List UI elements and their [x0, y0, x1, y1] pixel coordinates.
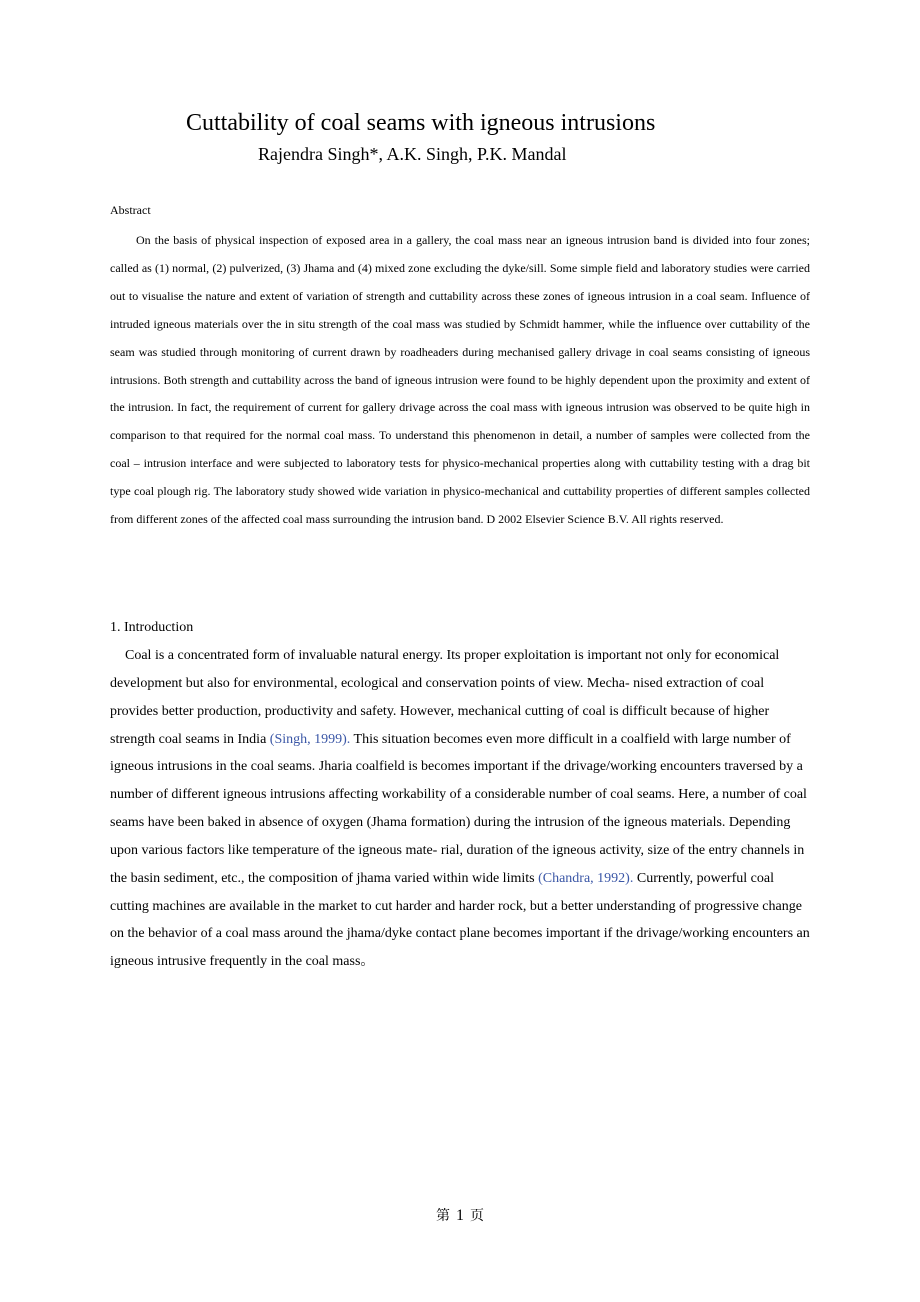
- section-heading-introduction: 1. Introduction: [110, 620, 194, 635]
- page-number: 1: [456, 1207, 464, 1224]
- page-footer: [0, 1206, 920, 1226]
- paper-authors: Rajendra Singh*, A.K. Singh, P.K. Mandal: [258, 144, 567, 164]
- intro-text-3: Currently, powerful coal cutting machines are available in the market to cut harder and harder rock, but a better understanding of progressive change on the behavior of a coal mass around the jhama/dyke contact plane becomes important if the drivage/working encounters an igneous intrusive frequently in the coal mass。: [110, 870, 810, 970]
- abstract-body: [110, 227, 810, 534]
- footer-prefix: 第: [436, 1208, 450, 1224]
- intro-text-1: Coal is a concentrated form of invaluable natural energy. Its proper exploitation is important not only for economical development but also for environmental, ecological and conservation points of view. Mecha- nised extraction of coal provides better production, productivity and safety. However, mechanical cutting of coal is difficult because of higher strength coal seams in India: [110, 648, 780, 747]
- citation-singh-1999[interactable]: (Singh, 1999).: [269, 731, 351, 747]
- citation-chandra-1992[interactable]: (Chandra, 1992).: [538, 870, 634, 886]
- paper-title: Cuttability of coal seams with igneous intrusions: [186, 110, 656, 136]
- footer-suffix: 页: [470, 1208, 484, 1224]
- abstract-text: On the basis of physical inspection of exposed area in a gallery, the coal mass near an igneous intrusion band is divided into four zones; called as (1) normal, (2) pulverized, (3) Jhama and (4) mixed zone excluding the dyke/sill. Some simple field and laboratory studies were carried out to visualise the nature and extent of variation of strength and cuttability across these zones of igneous intrusion in a coal seam. Influence of intruded igneous materials over the in situ strength of the coal mass was studied by Schmidt hammer, while the influence over cuttability of the seam was studied through monitoring of current drawn by roadheaders during mechanised gallery drivage in coal seams consisting of igneous intrusions. Both strength and cuttability across the band of igneous intrusion were found to be highly dependent upon the proximity and extent of the intrusion. In fact, the requirement of current for gallery drivage across the coal mass with igneous intrusion was observed to be quite high in comparison to that required for the normal coal mass. To understand this phenomenon in detail, a number of samples were collected from the coal – intrusion interface and were subjected to laboratory tests for physico-mechanical properties along with cuttability testing with a drag bit type coal plough rig. The laboratory study showed wide variation in physico-mechanical and cuttability properties of different samples collected from different zones of the affected coal mass surrounding the intrusion band. D 2002 Elsevier Science B.V. All rights reserved.: [110, 233, 810, 527]
- abstract-heading: Abstract: [110, 203, 151, 217]
- intro-text-2: This situation becomes even more difficult in a coalfield with large number of igneous intrusions in the coal seams. Jharia coalfield is becomes important if the drivage/working encounters traversed by a number of different igneous intrusions affecting workability of a considerable number of coal seams. Here, a number of coal seams have been baked in absence of oxygen (Jhama formation) during the intrusion of the igneous materials. Depending upon various factors like temperature of the igneous mate- rial, duration of the igneous activity, size of the entry channels in the basin sediment, etc., the composition of jhama varied within wide limits: [110, 731, 807, 886]
- introduction-paragraph: [110, 642, 810, 976]
